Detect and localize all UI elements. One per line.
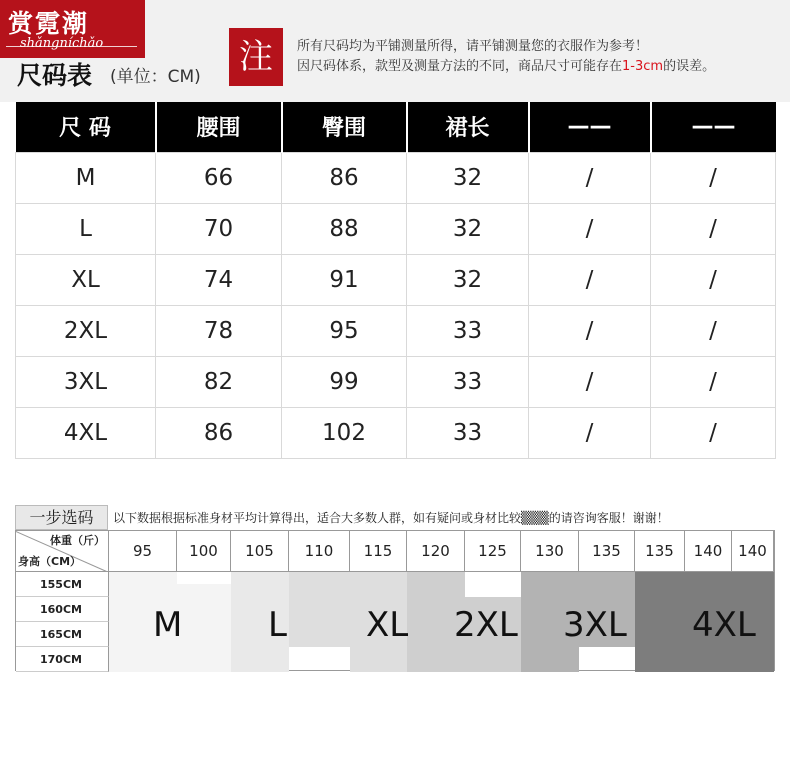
page-title: 尺码表 bbox=[17, 61, 93, 90]
weight-header-cell: 125 bbox=[465, 531, 521, 572]
height-row-label: 155CM bbox=[16, 572, 109, 597]
size-guide-note: 以下数据根据标准身材平均计算得出，适合大多数人群，如有疑问或身材比较▒▒▒的请咨询客服！谢谢！ bbox=[113, 511, 669, 525]
table-cell: XL bbox=[16, 254, 156, 305]
table-cell: 4XL bbox=[16, 407, 156, 458]
table-cell: 3XL bbox=[16, 356, 156, 407]
size-table-header bbox=[16, 102, 776, 152]
size-guide-grid bbox=[15, 530, 775, 671]
note-line-2-start: 因尺码体系，款型及测量方法的不同，商品尺寸可能存在 bbox=[297, 59, 623, 74]
table-cell: 74 bbox=[156, 254, 282, 305]
size-zone-shade bbox=[177, 584, 231, 672]
page-unit: (单位：CM) bbox=[110, 67, 201, 87]
height-row-label: 165CM bbox=[16, 622, 109, 647]
weight-header-cell: 110 bbox=[289, 531, 350, 572]
size-zone-shade bbox=[635, 572, 685, 672]
weight-header-cell: 130 bbox=[521, 531, 579, 572]
height-row-label: 160CM bbox=[16, 597, 109, 622]
table-row bbox=[16, 356, 776, 407]
weight-header-cell: 135 bbox=[579, 531, 635, 572]
table-cell: 66 bbox=[156, 152, 282, 203]
column-header-size: 尺 码 bbox=[16, 102, 156, 152]
table-cell: / bbox=[651, 203, 776, 254]
note-line-2-end: 的误差。 bbox=[663, 59, 716, 74]
recommended-size-label: 4XL bbox=[692, 605, 756, 645]
table-row bbox=[16, 203, 776, 254]
size-guide-tab: 一步选码 bbox=[15, 505, 108, 530]
weight-header-cell: 140 bbox=[732, 531, 774, 572]
recommended-size-label: XL bbox=[366, 605, 409, 645]
brand-pinyin: shǎngníchǎo bbox=[20, 36, 104, 51]
table-cell: 33 bbox=[407, 356, 529, 407]
recommended-size-label: M bbox=[153, 605, 183, 645]
height-row-label: 170CM bbox=[16, 647, 109, 672]
table-cell: / bbox=[651, 305, 776, 356]
table-cell: 70 bbox=[156, 203, 282, 254]
note-tolerance: 1-3cm bbox=[622, 59, 664, 74]
table-cell: / bbox=[651, 356, 776, 407]
column-header-hip: 臀围 bbox=[282, 102, 407, 152]
table-cell: / bbox=[529, 407, 651, 458]
column-header-blank-2: —— bbox=[651, 102, 776, 152]
recommended-size-label: 2XL bbox=[454, 605, 518, 645]
column-header-length: 裙长 bbox=[407, 102, 529, 152]
table-cell: 33 bbox=[407, 407, 529, 458]
table-row bbox=[16, 152, 776, 203]
table-cell: 2XL bbox=[16, 305, 156, 356]
weight-header-cell: 95 bbox=[109, 531, 177, 572]
table-cell: 88 bbox=[282, 203, 407, 254]
weight-header-cell: 105 bbox=[231, 531, 289, 572]
weight-header-cell: 115 bbox=[350, 531, 407, 572]
recommended-size-label: L bbox=[268, 605, 287, 645]
table-cell: 99 bbox=[282, 356, 407, 407]
table-cell: / bbox=[529, 152, 651, 203]
weight-axis-label: 体重（斤） bbox=[50, 534, 105, 547]
table-cell: 33 bbox=[407, 305, 529, 356]
note-line-2 bbox=[297, 55, 715, 74]
table-cell: L bbox=[16, 203, 156, 254]
table-cell: / bbox=[529, 203, 651, 254]
column-header-waist: 腰围 bbox=[156, 102, 282, 152]
table-cell: M bbox=[16, 152, 156, 203]
weight-header-cell: 100 bbox=[177, 531, 231, 572]
table-cell: 95 bbox=[282, 305, 407, 356]
table-cell: 86 bbox=[282, 152, 407, 203]
table-row bbox=[16, 407, 776, 458]
table-cell: / bbox=[529, 254, 651, 305]
table-cell: 82 bbox=[156, 356, 282, 407]
table-cell: 32 bbox=[407, 203, 529, 254]
table-cell: 91 bbox=[282, 254, 407, 305]
table-row bbox=[16, 254, 776, 305]
grid-corner bbox=[16, 531, 109, 572]
table-cell: / bbox=[529, 356, 651, 407]
column-header-blank-1: —— bbox=[529, 102, 651, 152]
recommended-size-label: 3XL bbox=[563, 605, 627, 645]
table-row bbox=[16, 305, 776, 356]
table-cell: 32 bbox=[407, 254, 529, 305]
note-line-1: 所有尺码均为平铺测量所得，请平铺测量您的衣服作为参考！ bbox=[297, 39, 649, 54]
table-cell: 78 bbox=[156, 305, 282, 356]
brand-name: 赏霓潮 bbox=[8, 9, 90, 38]
table-cell: / bbox=[651, 152, 776, 203]
table-cell: / bbox=[651, 254, 776, 305]
size-zone-shade bbox=[289, 572, 350, 647]
weight-header-cell: 140 bbox=[685, 531, 732, 572]
weight-header-cell: 120 bbox=[407, 531, 465, 572]
table-cell: 86 bbox=[156, 407, 282, 458]
size-table bbox=[15, 102, 776, 459]
table-cell: / bbox=[651, 407, 776, 458]
table-cell: 32 bbox=[407, 152, 529, 203]
table-cell: / bbox=[529, 305, 651, 356]
brand-logo bbox=[0, 0, 145, 58]
table-cell: 102 bbox=[282, 407, 407, 458]
weight-header-cell: 135 bbox=[635, 531, 685, 572]
height-axis-label: 身高（CM） bbox=[18, 555, 82, 568]
note-badge: 注 bbox=[229, 28, 283, 86]
